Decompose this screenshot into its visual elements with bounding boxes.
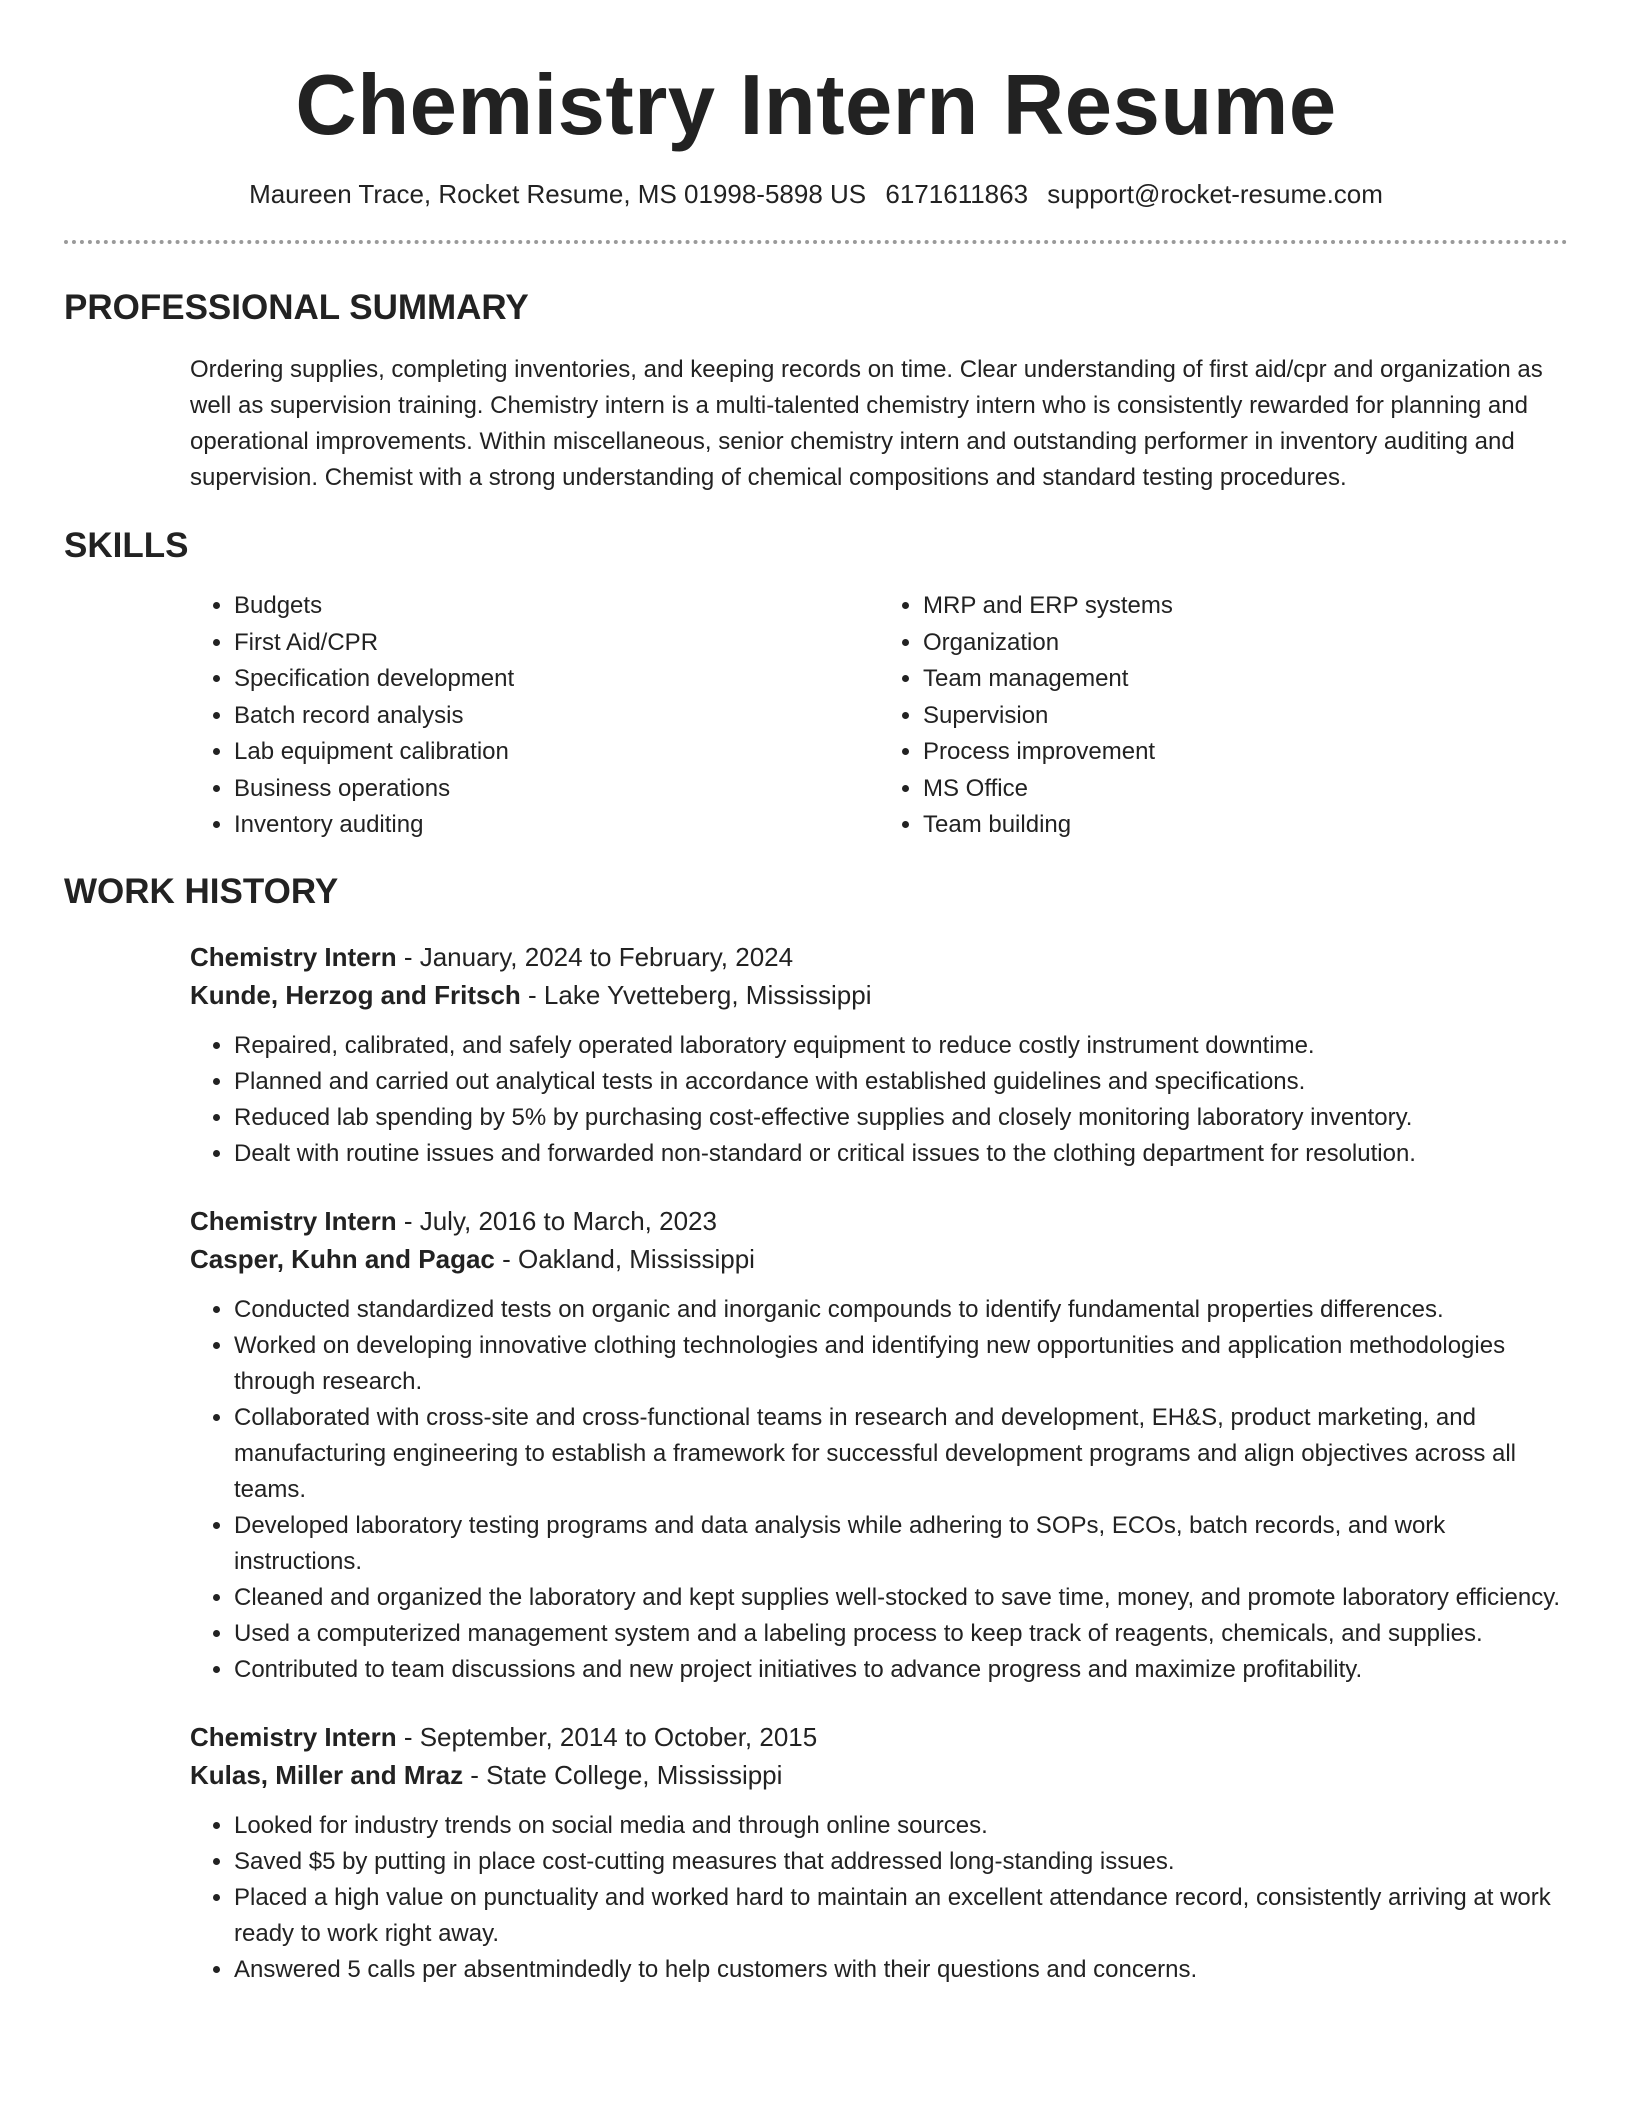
job-dates: - September, 2014 to October, 2015 xyxy=(396,1721,818,1752)
job-company: Casper, Kuhn and Pagac xyxy=(190,1243,495,1274)
job-bullet: • Developed laboratory testing programs and data analysis while adhering to SOPs, ECOs, batch records, and work instructions. xyxy=(234,1508,1568,1580)
job-title-line xyxy=(190,938,1568,976)
job-bullet: • Used a computerized management system and a labeling process to keep track of reagents, chemicals, and supplies. xyxy=(234,1616,1568,1652)
job-bullet: • Cleaned and organized the laboratory and kept supplies well-stocked to save time, money, and promote laboratory efficiency. xyxy=(234,1580,1568,1616)
job-company: Kulas, Miller and Mraz xyxy=(190,1759,464,1790)
job-dates: - January, 2024 to February, 2024 xyxy=(396,941,794,972)
job-dates: - July, 2016 to March, 2023 xyxy=(396,1205,717,1236)
job-bullet: • Worked on developing innovative clothing technologies and identifying new opportunities and application methodologies through research. xyxy=(234,1328,1568,1400)
skills-list xyxy=(64,588,1568,844)
job-bullets xyxy=(190,1028,1568,1172)
skill-item: • MRP and ERP systems xyxy=(923,588,1568,625)
skill-item: • Inventory auditing xyxy=(234,807,879,844)
skill-item: • Business operations xyxy=(234,771,879,808)
job-bullet: • Collaborated with cross-site and cross-functional teams in research and development, EH&S, product marketing, and manufacturing engineering to establish a framework for successful development programs and align objectives across all teams. xyxy=(234,1400,1568,1508)
job-bullet: • Reduced lab spending by 5% by purchasing cost-effective supplies and closely monitoring laboratory inventory. xyxy=(234,1100,1568,1136)
skills-column-right xyxy=(879,588,1568,844)
summary-heading: PROFESSIONAL SUMMARY xyxy=(64,288,529,327)
job-entry xyxy=(64,1202,1568,1688)
job-title-line xyxy=(190,1202,1568,1240)
job-bullets xyxy=(190,1292,1568,1688)
job-location: - State College, Mississippi xyxy=(463,1759,783,1790)
skills-heading: SKILLS xyxy=(64,526,189,565)
job-company-line xyxy=(190,1756,1568,1794)
skill-item: • Specification development xyxy=(234,661,879,698)
job-bullets xyxy=(190,1808,1568,1988)
contact-line xyxy=(64,176,1568,212)
job-company-line xyxy=(190,976,1568,1014)
job-bullet: • Conducted standardized tests on organic and inorganic compounds to identify fundamental properties differences. xyxy=(234,1292,1568,1328)
job-title-line xyxy=(190,1718,1568,1756)
skill-item: • Budgets xyxy=(234,588,879,625)
summary-text: Ordering supplies, completing inventories, and keeping records on time. Clear understanding of first aid/cpr and organization as well as supervision training. Chemistry intern is a multi-talented chemistry intern who is consistently rewarded for planning and operational improvements. Within miscellaneous, senior chemistry intern and outstanding performer in inventory auditing and supervision. Chemist with a strong understanding of chemical compositions and standard testing procedures. xyxy=(190,356,1543,491)
job-location: - Lake Yvetteberg, Mississippi xyxy=(520,979,872,1010)
job-bullet: • Saved $5 by putting in place cost-cutting measures that addressed long-standing issues. xyxy=(234,1844,1568,1880)
job-bullet: • Answered 5 calls per absentmindedly to help customers with their questions and concerns. xyxy=(234,1952,1568,1988)
skill-item: • Batch record analysis xyxy=(234,698,879,735)
header-divider xyxy=(64,240,1568,244)
job-company: Kunde, Herzog and Fritsch xyxy=(190,979,521,1010)
skill-item: • First Aid/CPR xyxy=(234,625,879,662)
job-title: Chemistry Intern xyxy=(190,1721,397,1752)
job-entry xyxy=(64,938,1568,1172)
job-title: Chemistry Intern xyxy=(190,941,397,972)
skill-item: • Team building xyxy=(923,807,1568,844)
contact-email: support@rocket-resume.com xyxy=(1047,179,1383,209)
job-bullet: • Dealt with routine issues and forwarded non-standard or critical issues to the clothing department for resolution. xyxy=(234,1136,1568,1172)
skill-item: • MS Office xyxy=(923,771,1568,808)
skill-item: • Process improvement xyxy=(923,734,1568,771)
skills-column-left xyxy=(190,588,879,844)
resume-title: Chemistry Intern Resume xyxy=(295,58,1337,153)
job-title: Chemistry Intern xyxy=(190,1205,397,1236)
skill-item: • Organization xyxy=(923,625,1568,662)
job-bullet: • Repaired, calibrated, and safely operated laboratory equipment to reduce costly instrument downtime. xyxy=(234,1028,1568,1064)
job-location: - Oakland, Mississippi xyxy=(494,1243,755,1274)
job-bullet: • Looked for industry trends on social media and through online sources. xyxy=(234,1808,1568,1844)
contact-phone: 6171611863 xyxy=(885,179,1029,209)
skill-item: • Supervision xyxy=(923,698,1568,735)
skill-item: • Lab equipment calibration xyxy=(234,734,879,771)
work-history-heading: WORK HISTORY xyxy=(64,871,339,911)
job-bullet: • Planned and carried out analytical tests in accordance with established guidelines and specifications. xyxy=(234,1064,1568,1100)
contact-address: Maureen Trace, Rocket Resume, MS 01998-5898 US xyxy=(249,179,867,209)
job-entry xyxy=(64,1718,1568,1988)
job-bullet: • Placed a high value on punctuality and worked hard to maintain an excellent attendance record, consistently arriving at work ready to work right away. xyxy=(234,1880,1568,1952)
job-company-line xyxy=(190,1240,1568,1278)
skill-item: • Team management xyxy=(923,661,1568,698)
job-bullet: • Contributed to team discussions and new project initiatives to advance progress and maximize profitability. xyxy=(234,1652,1568,1688)
